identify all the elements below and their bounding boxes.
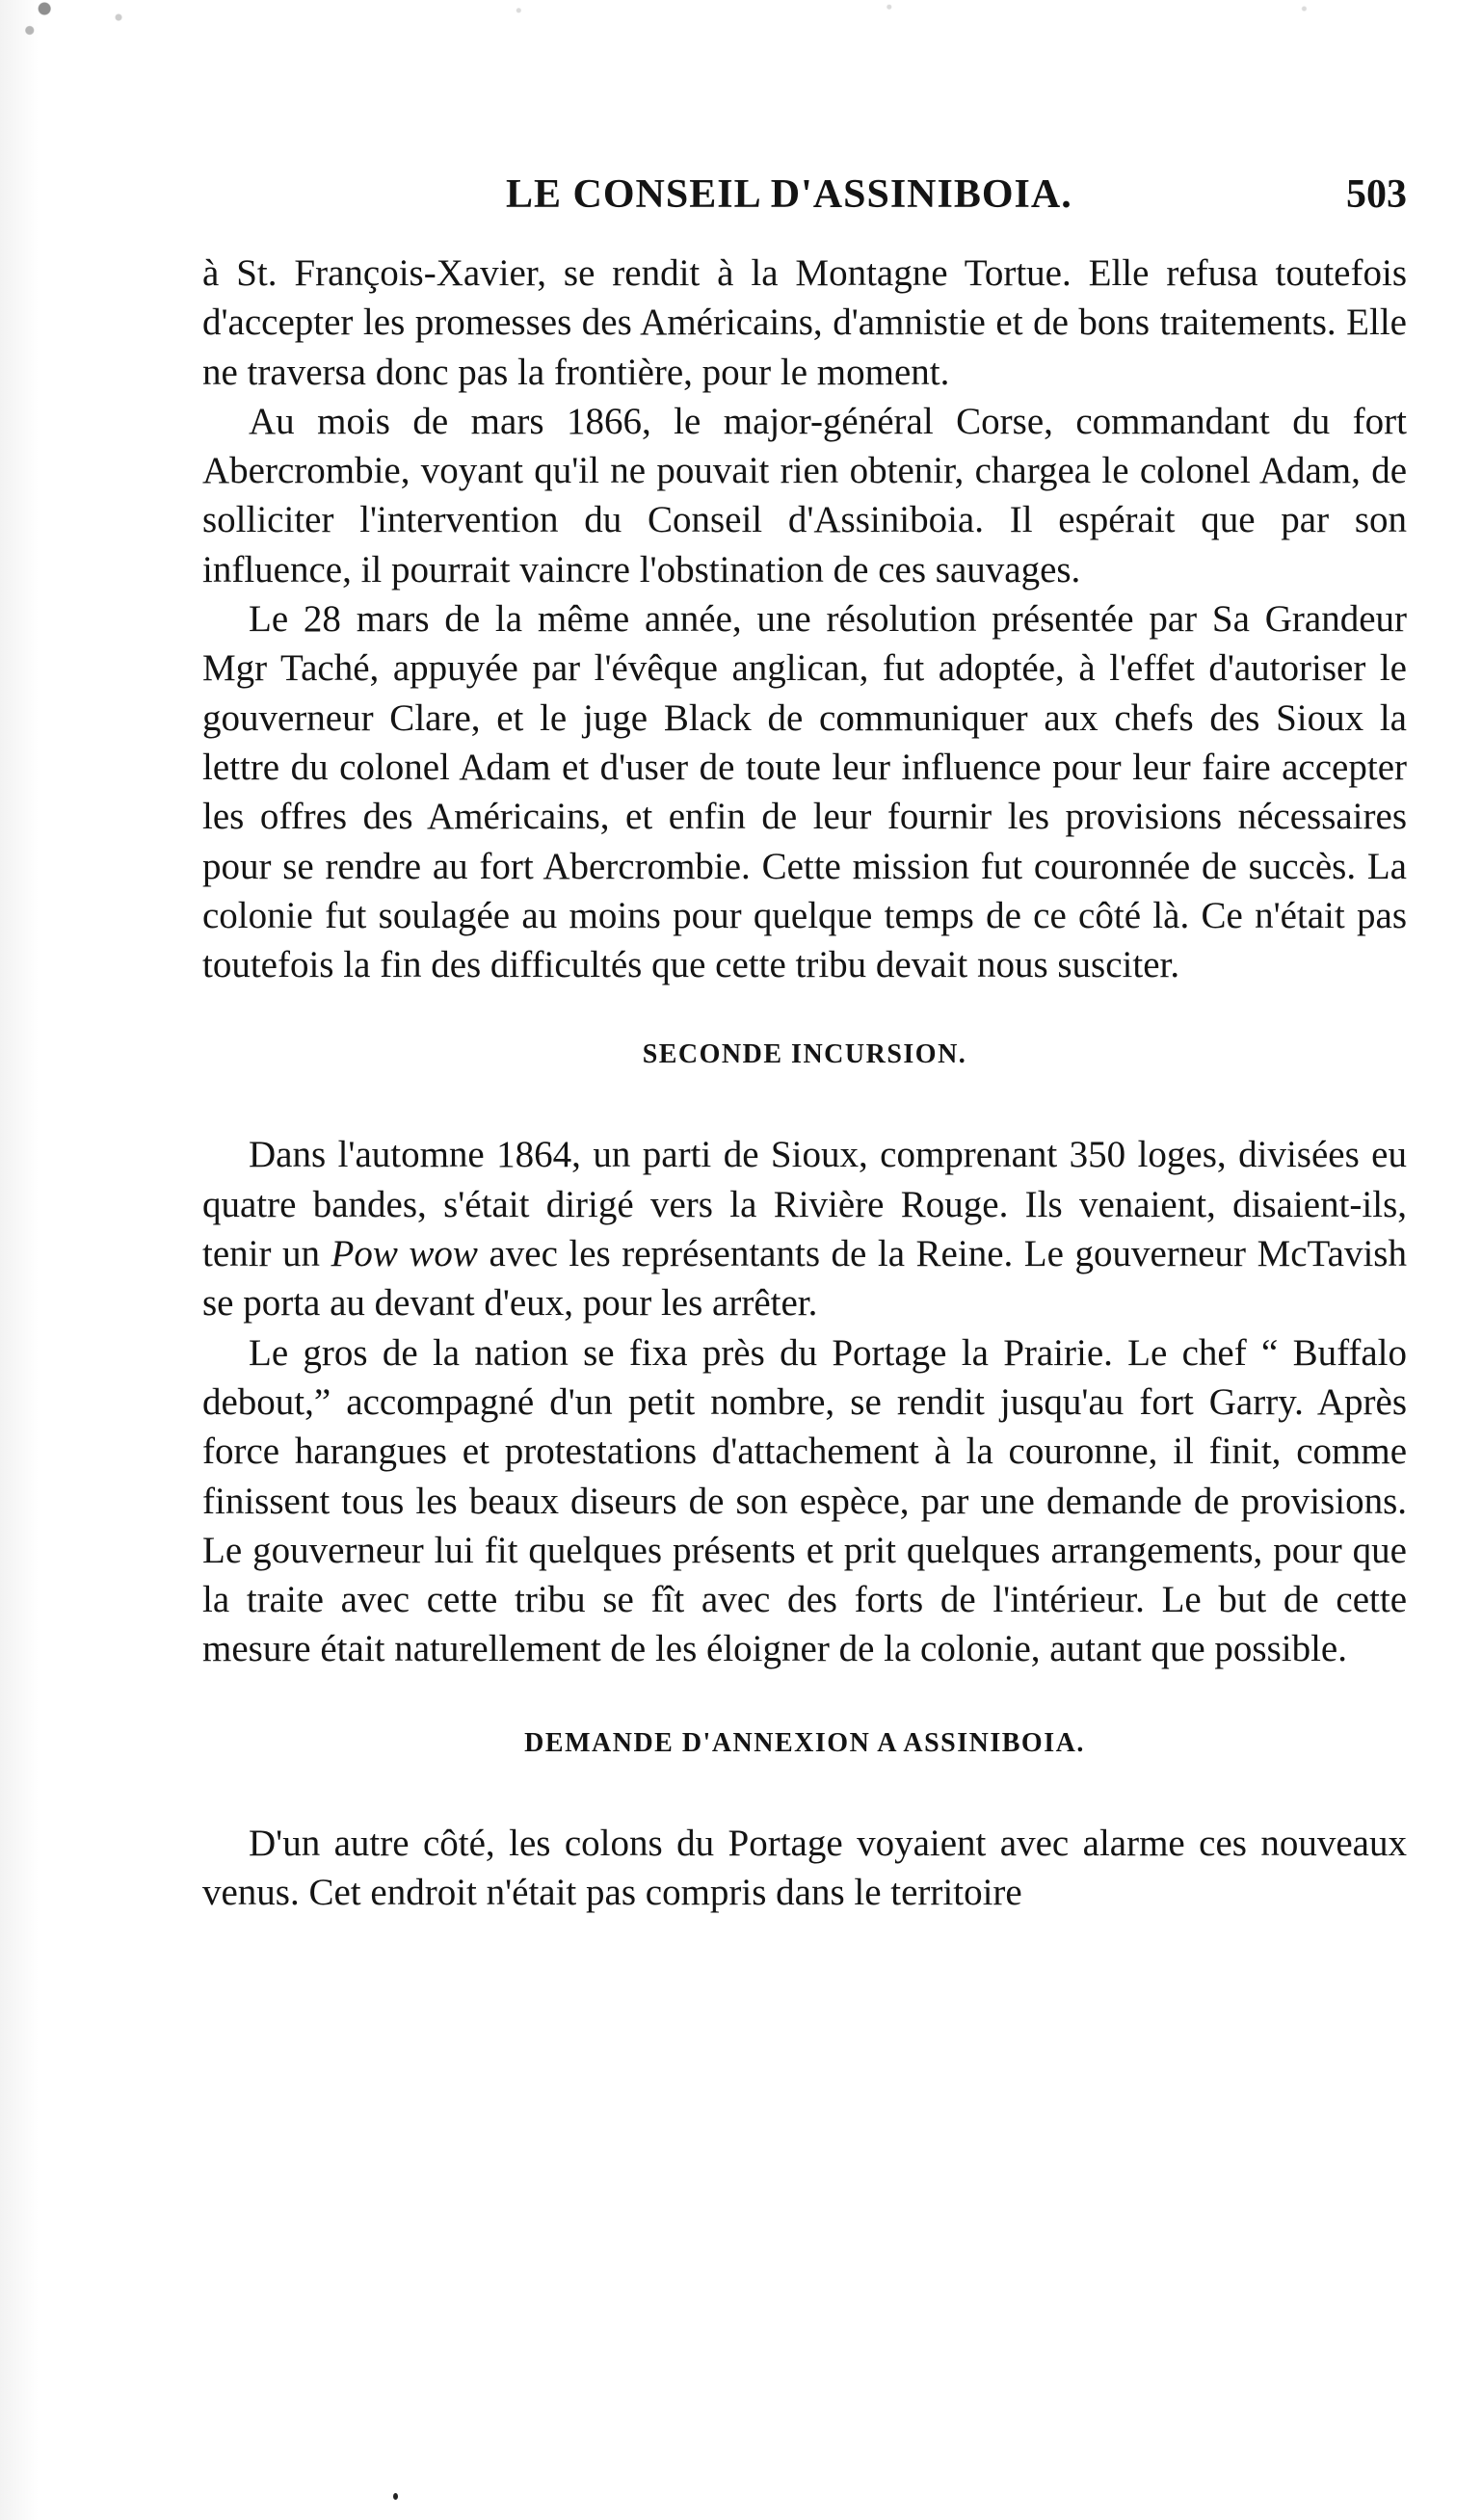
paragraph-1: à St. François-Xavier, se rendit à la Montagne Tortue. Elle refusa toutefois d'accepter les promesses des Américains, d'amnistie et de bons traitements. Elle ne traversa donc pas la frontière, pour le moment.: [202, 252, 1407, 393]
paragraph-4-text-after: avec les représentants de la Reine. Le gouverneur McTavish se porta au devant d'eux, pour les arrêter.: [202, 1233, 1407, 1325]
scan-speckle: [0, 0, 1482, 87]
running-title: LE CONSEIL D'ASSINIBOIA.: [506, 172, 1072, 217]
paragraph-5: Le gros de la nation se fixa près du Portage la Prairie. Le chef “ Buffalo debout,” accompagné d'un petit nombre, se rendit jusqu'au fort Garry. Après force harangues et protestations d'attachement à la couronne, il finit, comme finissent tous les beaux diseurs de son espèce, par une demande de provisions. Le gouverneur lui fit quelques présents et prit quelques arrangements, pour que la traite avec cette tribu se fît avec des forts de l'intérieur. Le but de cette mesure était naturellement de les éloigner de la colonie, autant que possible.: [202, 1331, 1407, 1670]
running-header: [202, 171, 1407, 229]
section-heading-seconde-incursion: SECONDE INCURSION.: [642, 1039, 967, 1070]
paragraph-4-text-before: Dans l'automne 1864, un parti de Sioux, comprenant 350 loges, divisées eu quatre bandes, s'était dirigé vers la Rivière Rouge. Ils venaient, disaient-ils, tenir un: [202, 1134, 1407, 1275]
paragraph-2: Au mois de mars 1866, le major-général Corse, commandant du fort Abercrombie, voyant qu'il ne pouvait rien obtenir, chargea le colonel Adam, de solliciter l'intervention du Conseil d'Assiniboia. Il espérait que par son influence, il pourrait vaincre l'obstination de ces sauvages.: [202, 400, 1407, 591]
paragraph-4-italic: Pow wow: [331, 1233, 478, 1275]
section-heading-demande-annexion: DEMANDE D'ANNEXION A ASSINIBOIA.: [524, 1727, 1085, 1758]
scan-edge-shadow: [0, 0, 39, 2520]
paragraph-3: Le 28 mars de la même année, une résolution présentée par Sa Grandeur Mgr Taché, appuyée par l'évêque anglican, fut adoptée, à l'effet d'autoriser le gouverneur Clare, et le juge Black de communiquer aux chefs des Sioux la lettre du colonel Adam et d'user de toute leur influence pour leur faire accepter les offres des Américains, et enfin de leur fournir les provisions nécessaires pour se rendre au fort Abercrombie. Cette mission fut couronnée de succès. La colonie fut soulagée au moins pour quelque temps de ce côté là. Ce n'était pas toutefois la fin des difficultés que cette tribu devait nous susciter.: [202, 598, 1407, 986]
page-body: [202, 249, 1407, 1917]
ink-speck: [393, 2493, 398, 2500]
paragraph-4: [202, 1130, 1407, 1327]
paragraph-6: D'un autre côté, les colons du Portage voyaient avec alarme ces nouveaux venus. Cet endroit n'était pas compris dans le territoire: [202, 1822, 1407, 1914]
page-number: 503: [1346, 172, 1407, 217]
